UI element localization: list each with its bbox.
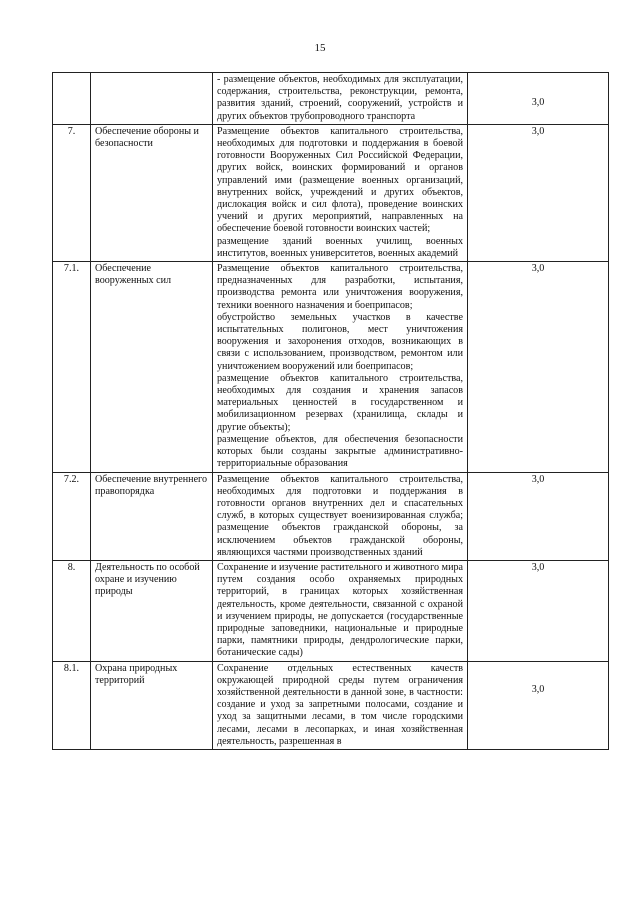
row-name: Обеспечение внутреннего правопорядка: [91, 472, 213, 560]
row-description-text: Размещение объектов капитального строительства, предназначенных для разработки, испытания, производства ремонта или уничтожения вооружения, техники военного назначения и боеприпасов; обустройство земельных участков в качестве испытательных полигонов, мест уничтожения вооружения и захоронения отходов, возникающих в связи с использованием, производством, ремонтом или уничтожением вооружений или боеприпасов; размещение объектов капитального строительства, необходимых для создания и хранения запасов материальных ценностей в государственном и мобилизационном резервах (хранилища, склады и другие объекты); размещение объектов, для обеспечения безопасности которых были созданы закрытые административно-территориальные образования: [217, 263, 463, 470]
row-number: 8.: [53, 560, 91, 661]
row-value: 3,0: [468, 661, 609, 749]
page-number: 15: [314, 42, 326, 54]
row-number: 7.1.: [53, 262, 91, 472]
row-description: Сохранение и изучение растительного и животного мира путем создания особо охраняемых природных территорий, в границах которых хозяйственная деятельность, кроме деятельности, связанной с охраной и изучением природы, не допускается (государственные природные заповедники, национальные и природные парки, памятники природы, дендрологические парки, ботанические сады): [213, 560, 468, 661]
row-name: [91, 73, 213, 125]
row-description: - размещение объектов, необходимых для эксплуатации, содержания, строительства, реконструкции, ремонта, развития зданий, строений, сооружений, устройств и других объектов трубопроводного транспорта: [213, 73, 468, 125]
row-value: 3,0: [468, 472, 609, 560]
row-number: 7.2.: [53, 472, 91, 560]
table-row: [53, 262, 609, 472]
row-name: Охрана природных территорий: [91, 661, 213, 749]
row-value: 3,0: [468, 124, 609, 261]
row-description-text: Размещение объектов капитального строительства, необходимых для подготовки и поддержания в боевой готовности Вооруженных Сил Российской Федерации, других войск, воинских формирований и органов управлений ими (размещение военных организаций, внутренних войск, учреждений и других объектов, дислокация войск и сил флота), проведение воинских учений и других мероприятий, направленных на обеспечение боевой готовности воинских частей; размещение зданий военных училищ, военных институтов, военных университетов, военных академий: [217, 125, 463, 259]
row-number: 8.1.: [53, 661, 91, 749]
land-use-table: [52, 72, 609, 750]
table-row: [53, 472, 609, 560]
row-number: [53, 73, 91, 125]
row-description: [213, 262, 468, 472]
row-name: Обеспечение обороны и безопасности: [91, 124, 213, 261]
row-number: 7.: [53, 124, 91, 261]
row-name: Деятельность по особой охране и изучению природы: [91, 560, 213, 661]
table-row: [53, 73, 609, 125]
table-row: [53, 560, 609, 661]
row-description: Сохранение отдельных естественных качеств окружающей природной среды путем ограничения хозяйственной деятельности в данной зоне, в частности: создание и уход за запретными полосами, создание и уход за защитными лесами, в том числе городскими лесами, лесами в лесопарках, и иная хозяйственная деятельность, разрешенная в: [213, 661, 468, 749]
row-description: [213, 124, 468, 261]
row-value: 3,0: [468, 73, 609, 125]
row-value: 3,0: [468, 560, 609, 661]
table-row: [53, 661, 609, 749]
row-description: Размещение объектов капитального строительства, необходимых для подготовки и поддержания в готовности органов внутренних дел и спасательных служб, в которых существует военизированная служба; размещение объектов гражданской обороны, за исключением объектов гражданской обороны, являющихся частями производственных зданий: [213, 472, 468, 560]
row-value: 3,0: [468, 262, 609, 472]
table-row: [53, 124, 609, 261]
row-name: Обеспечение вооруженных сил: [91, 262, 213, 472]
